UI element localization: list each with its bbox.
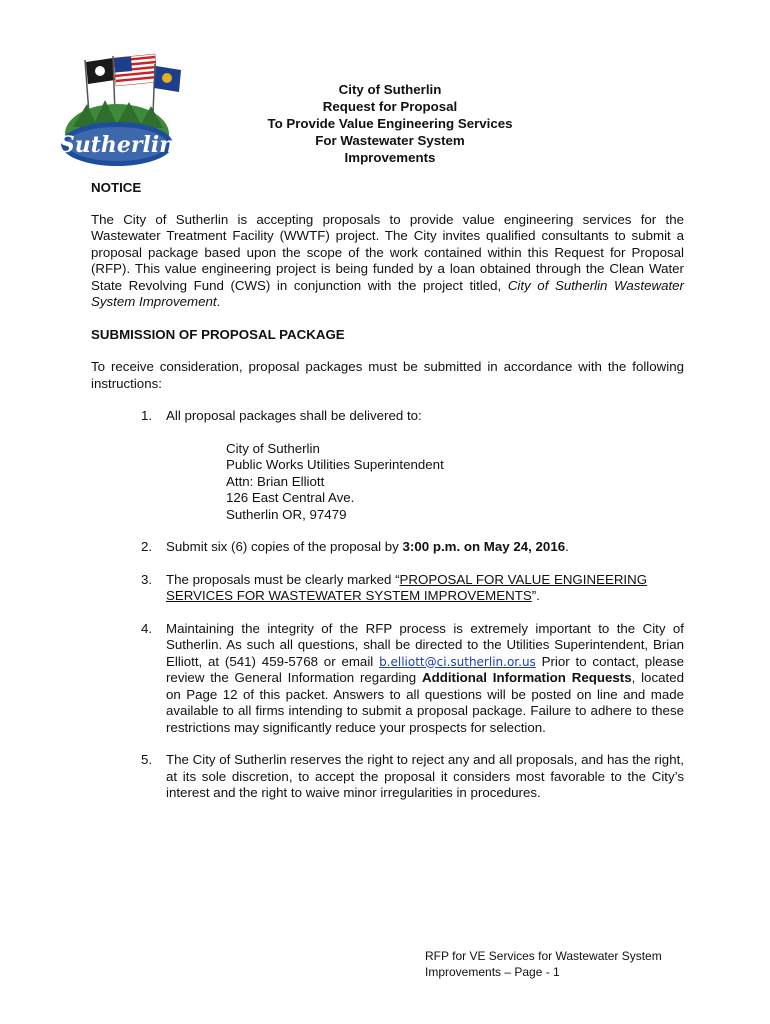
list-text: Prior to contact, please review the General Information regarding	[166, 653, 684, 685]
title-line: For Wastewater System	[315, 133, 465, 148]
list-number: 5.	[141, 752, 153, 767]
document-title	[190, 81, 590, 166]
list-text: The City of Sutherlin reserves the right to reject any and all proposals, and has the right, at its sole discretion, to accept the proposal it considers most favorable to the City’s interest and the right to waive minor irregularities in procedures.	[166, 752, 684, 800]
list-number: 1.	[141, 408, 153, 423]
list-number: 3.	[141, 571, 153, 587]
submission-intro: To receive consideration, proposal packages must be submitted in accordance with the following instructions:	[91, 359, 684, 391]
list-item	[91, 572, 684, 605]
notice-text: The City of Sutherlin is accepting proposals to provide value engineering services for the Wastewater Treatment Facility (WWTF) project. The City invites qualified consultants to submit a proposal package based upon the scope of the work contained within this Request for Proposal (RFP). This value engineering project is being funded by a loan obtained through the Clean Water State Revolving Fund (CWS) in conjunction with the project titled,	[91, 211, 684, 293]
list-text-end: ”.	[531, 588, 540, 603]
document-body	[91, 180, 684, 818]
list-item	[91, 408, 684, 523]
title-line: To Provide Value Engineering Services	[267, 116, 513, 131]
list-text-end: .	[565, 539, 569, 554]
city-logo	[55, 52, 187, 172]
page-footer	[425, 948, 685, 980]
title-line: Request for Proposal	[322, 99, 458, 114]
address-line: City of Sutherlin	[226, 440, 320, 456]
list-text-end: , located on Page 12 of this packet. Answers to all questions will be posted on line and made available to all firms intending to submit a proposal package. Failure to adhere to these restrictions may significantly reduce your prospects for selection.	[166, 670, 684, 735]
footer-line: Improvements – Page - 1	[425, 965, 560, 979]
notice-paragraph	[91, 212, 684, 311]
email-link[interactable]: b.elliott@ci.sutherlin.or.us	[379, 654, 536, 669]
list-item	[91, 752, 684, 802]
list-number: 4.	[141, 620, 153, 636]
list-number: 2.	[141, 539, 153, 554]
list-text: Submit six (6) copies of the proposal by	[166, 539, 403, 554]
submission-heading: SUBMISSION OF PROPOSAL PACKAGE	[91, 326, 345, 342]
project-title: City of Sutherlin Wastewater System Improvement	[91, 277, 684, 309]
additional-info-requests: Additional Information Requests	[421, 670, 632, 685]
list-item	[91, 621, 684, 737]
address-line: Attn: Brian Elliott	[226, 473, 325, 489]
list-text: The proposals must be clearly marked “	[166, 571, 400, 587]
delivery-address	[226, 441, 684, 524]
deadline: 3:00 p.m. on May 24, 2016	[402, 539, 566, 554]
notice-end: .	[216, 294, 221, 309]
flag-oregon-icon	[153, 64, 181, 114]
title-line: Improvements	[344, 150, 436, 165]
notice-heading: NOTICE	[91, 180, 142, 195]
address-line: Public Works Utilities Superintendent	[226, 457, 444, 472]
address-line: Sutherlin OR, 97479	[226, 506, 347, 522]
list-text: Maintaining the integrity of the RFP process is extremely important to the City of Sutherlin. As such all questions, shall be directed to the Utilities Superintendent, Brian Elliott, at (541) 459-5768 or email	[166, 620, 684, 669]
footer-line: RFP for VE Services for Wastewater System	[425, 949, 662, 963]
logo-text: Sutherlin	[58, 132, 176, 158]
address-line: 126 East Central Ave.	[226, 490, 355, 505]
list-text: All proposal packages shall be delivered to:	[166, 408, 422, 423]
proposal-marking: PROPOSAL FOR VALUE ENGINEERING SERVICES FOR WASTEWATER SYSTEM IMPROVEMENTS	[166, 571, 648, 603]
title-line: City of Sutherlin	[338, 82, 442, 97]
instruction-list	[91, 408, 684, 802]
list-item	[91, 539, 684, 556]
